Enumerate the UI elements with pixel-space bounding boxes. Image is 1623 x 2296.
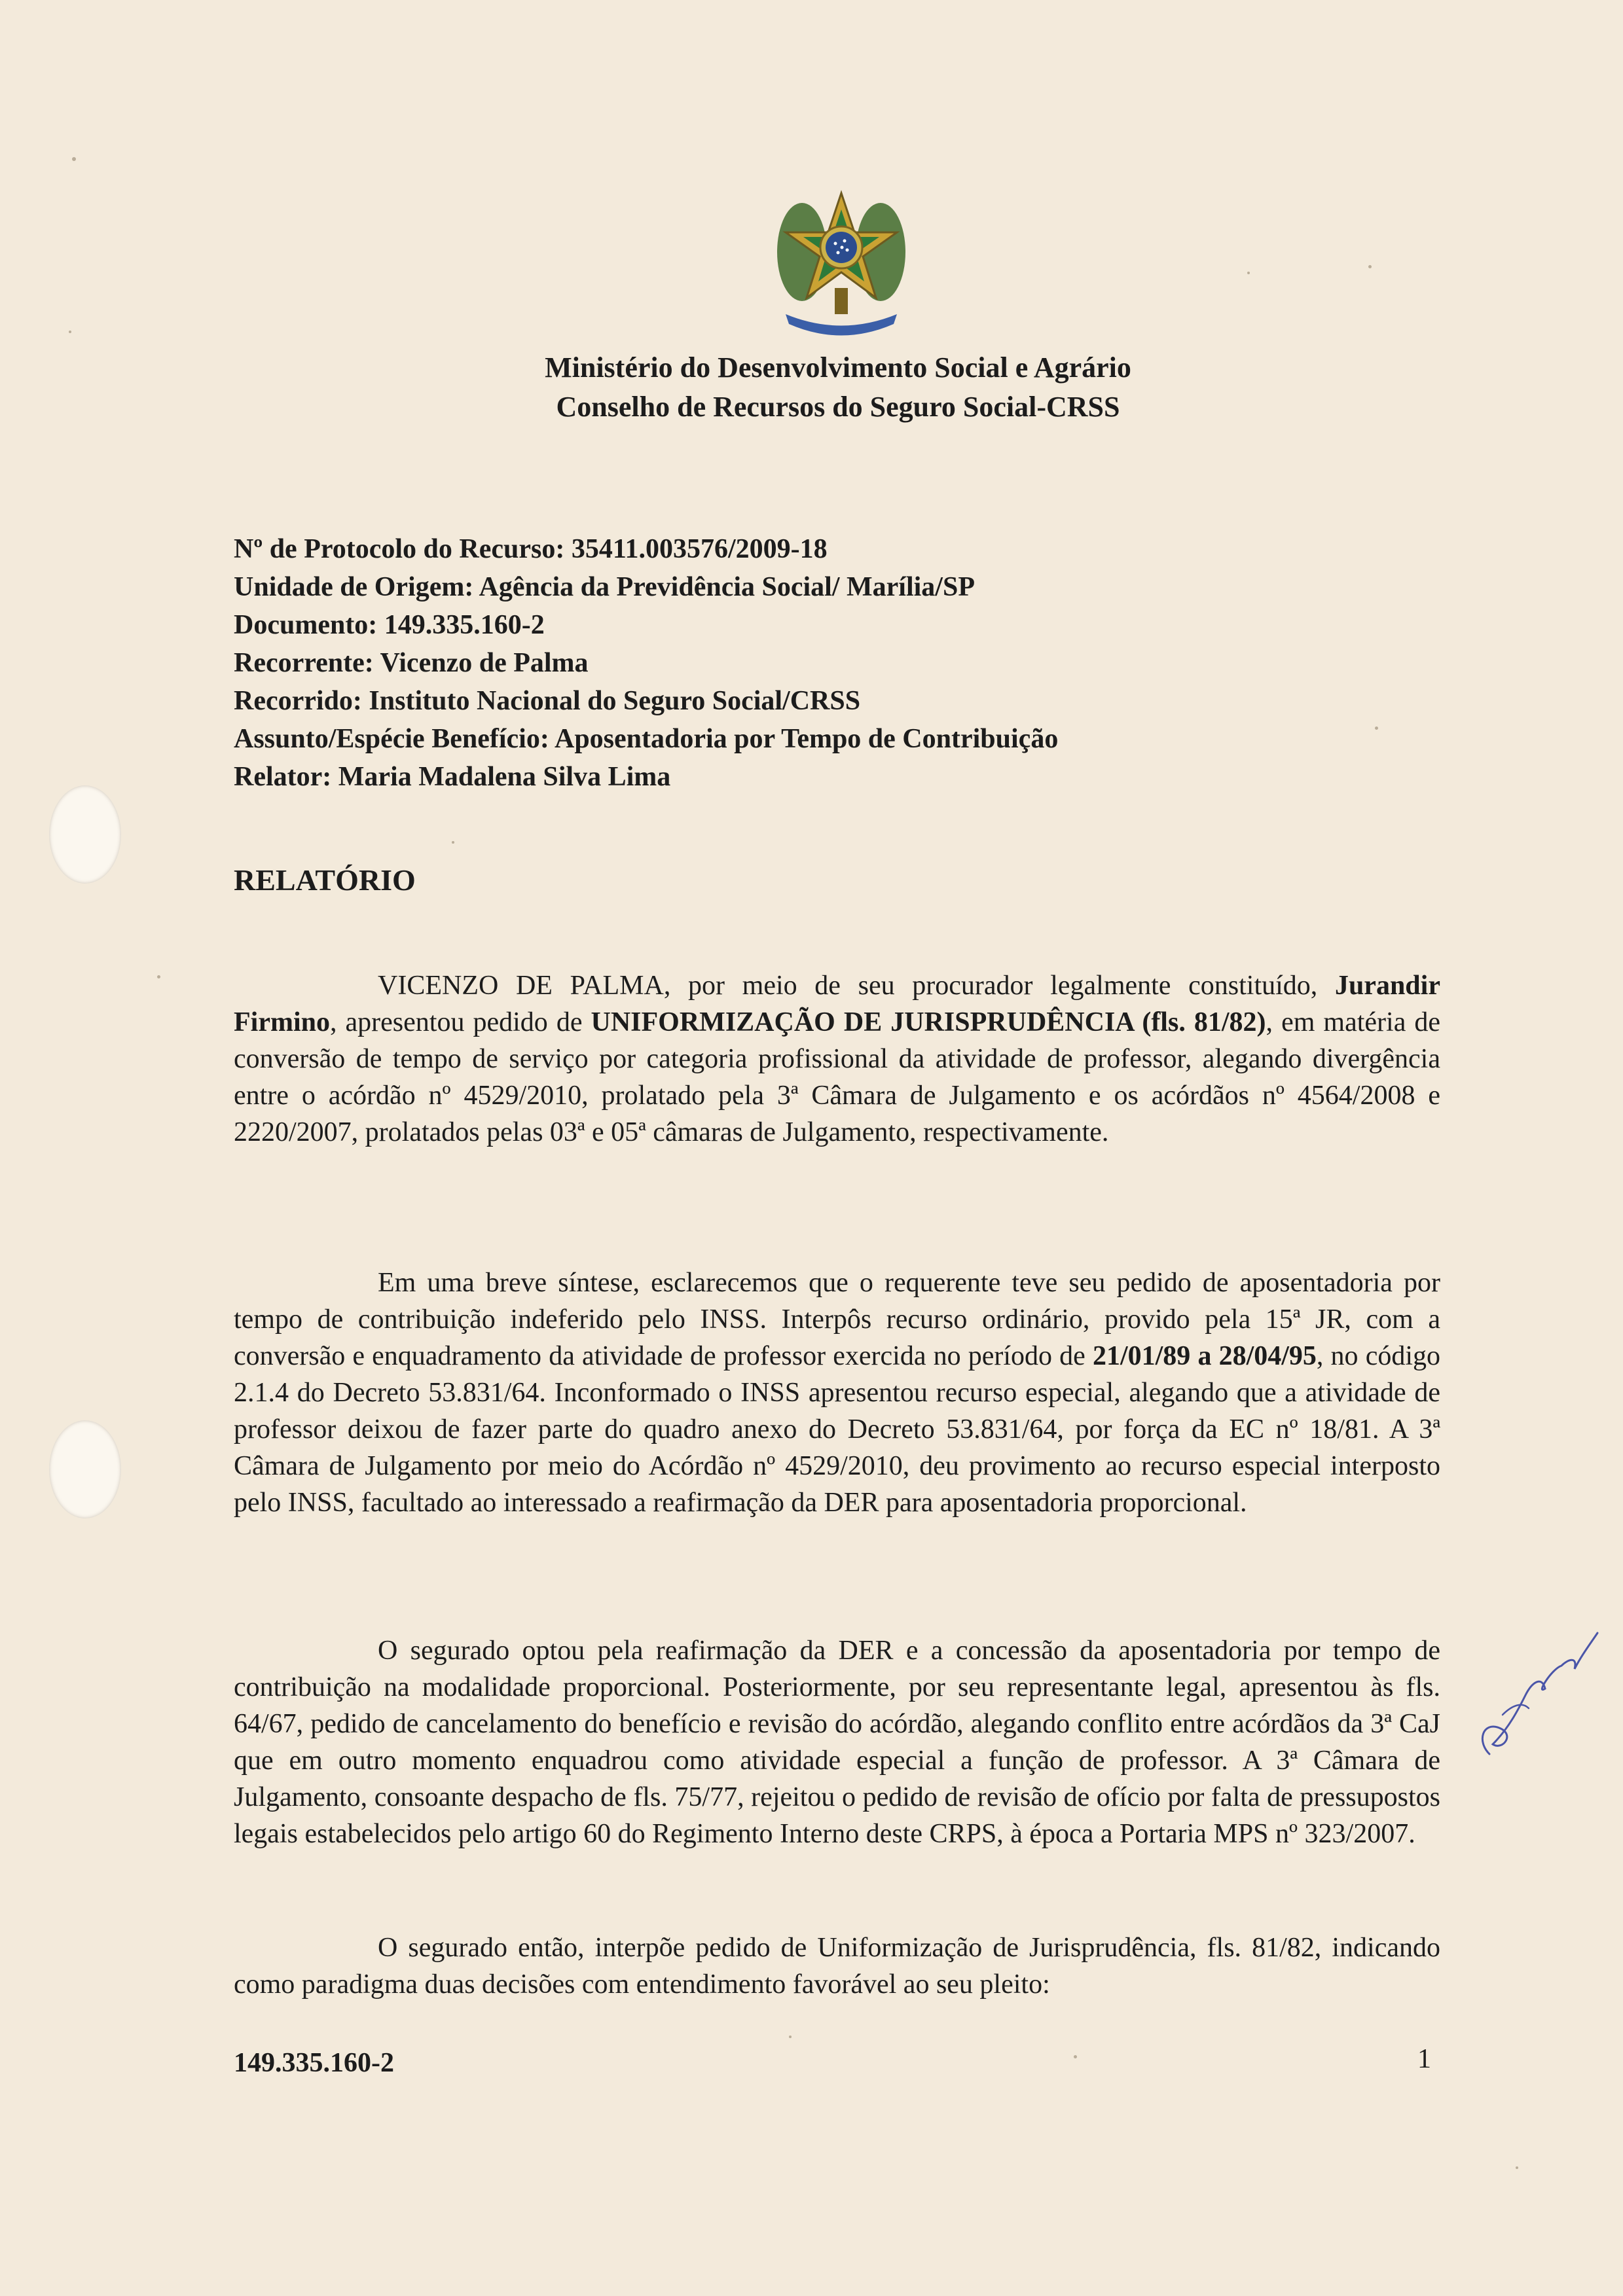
case-metadata xyxy=(234,530,1445,796)
section-title: RELATÓRIO xyxy=(234,863,416,897)
subject: Assunto/Espécie Benefício: Aposentadoria por Tempo de Contribuição xyxy=(234,724,1059,754)
origin-unit: Unidade de Origem: Agência da Previdência Social/ Marília/SP xyxy=(234,572,975,602)
paragraph-2 xyxy=(234,1265,1440,1521)
document-number: Documento: 149.335.160-2 xyxy=(234,610,545,640)
attorney-name: Jurandir Firmino xyxy=(234,971,1440,1037)
paragraph-4-text: O segurado então, interpõe pedido de Uniformização de Jurisprudência, fls. 81/82, indicando como paradigma duas decisões com entendimento favorável ao seu pleito: xyxy=(234,1933,1440,2000)
council-title: Conselho de Recursos do Seguro Social-CRSS xyxy=(556,391,1120,423)
footer-document-number: 149.335.160-2 xyxy=(234,2048,394,2078)
brazil-coat-of-arms-icon xyxy=(773,190,910,340)
paper-speck xyxy=(69,331,71,333)
text: , no código 2.1.4 do Decreto 53.831/64. Inconformado o INSS apresentou recurso especial, alegando que a atividade de professor deixou de fazer parte do quadro anexo do Decreto 53.831/64, por força da EC nº 18/81. A 3ª Câmara de Julgamento por meio do Acórdão nº 4529/2010, deu provimento ao recurso especial interposto pelo INSS, facultado ao interessado a reafirmação da DER para aposentadoria proporcional. xyxy=(234,1341,1441,1518)
text: , apresentou pedido de xyxy=(329,1007,591,1037)
punch-hole-top xyxy=(49,785,121,884)
paper-speck xyxy=(72,157,76,161)
appellee: Recorrido: Instituto Nacional do Seguro Social/CRSS xyxy=(234,686,861,716)
paper-speck xyxy=(1247,272,1250,274)
paper-speck xyxy=(452,841,454,844)
punch-hole-bottom xyxy=(49,1420,121,1518)
paper-speck xyxy=(1368,265,1372,268)
protocol-number: Nº de Protocolo do Recurso: 35411.003576/2009-18 xyxy=(234,534,828,564)
appellant-name: VICENZO DE PALMA xyxy=(378,971,664,1001)
request-type: UNIFORMIZAÇÃO DE JURISPRUDÊNCIA (fls. 81/82) xyxy=(591,1007,1266,1037)
period: 21/01/89 a 28/04/95 xyxy=(1092,1341,1317,1371)
paragraph-4 xyxy=(234,1929,1440,2003)
appellant: Recorrente: Vicenzo de Palma xyxy=(234,648,589,678)
text: Em uma breve síntese, esclarecemos que o requerente teve seu pedido de aposentadoria por tempo de contribuição indeferido pelo INSS. Interpôs recurso ordinário, provido pela 15ª JR, com a conversão e enquadramento da atividade de professor exercida no período de xyxy=(234,1268,1440,1371)
paper-speck xyxy=(157,975,160,978)
text: , por meio de seu procurador legalmente constituído, xyxy=(663,971,1335,1001)
handwritten-initials xyxy=(1463,1630,1601,1761)
paragraph-3 xyxy=(234,1632,1440,1852)
page-number: 1 xyxy=(1417,2044,1431,2074)
paragraph-1 xyxy=(234,967,1440,1151)
text: , em matéria de conversão de tempo de serviço por categoria profissional da atividade de professor, alegando divergência entre o acórdão nº 4529/2010, prolatado pela 3ª Câmara de Julgamento e os acórdãos nº 4564/2008 e 2220/2007, prolatados pelas 03ª e 05ª câmaras de Julgamento, respectivamente. xyxy=(234,1007,1441,1147)
paper-speck xyxy=(1074,2055,1077,2058)
paper-speck xyxy=(1516,2166,1518,2169)
ministry-title: Ministério do Desenvolvimento Social e Agrário xyxy=(545,351,1131,384)
rapporteur: Relator: Maria Madalena Silva Lima xyxy=(234,762,671,792)
paper-speck xyxy=(789,2036,792,2038)
paragraph-3-text: O segurado optou pela reafirmação da DER e a concessão da aposentadoria por tempo de contribuição na modalidade proporcional. Posteriormente, por seu representante legal, apresentou às fls. 64/67, pedido de cancelamento do benefício e revisão do acórdão, alegando conflito entre acórdãos da 3ª CaJ que em outro momento enquadrou como atividade especial a função de professor. A 3ª Câmara de Julgamento, consoante despacho de fls. 75/77, rejeitou o pedido de revisão de ofício por falta de pressupostos legais estabelecidos pelo artigo 60 do Regimento Interno deste CRPS, à época a Portaria MPS nº 323/2007. xyxy=(234,1636,1440,1849)
